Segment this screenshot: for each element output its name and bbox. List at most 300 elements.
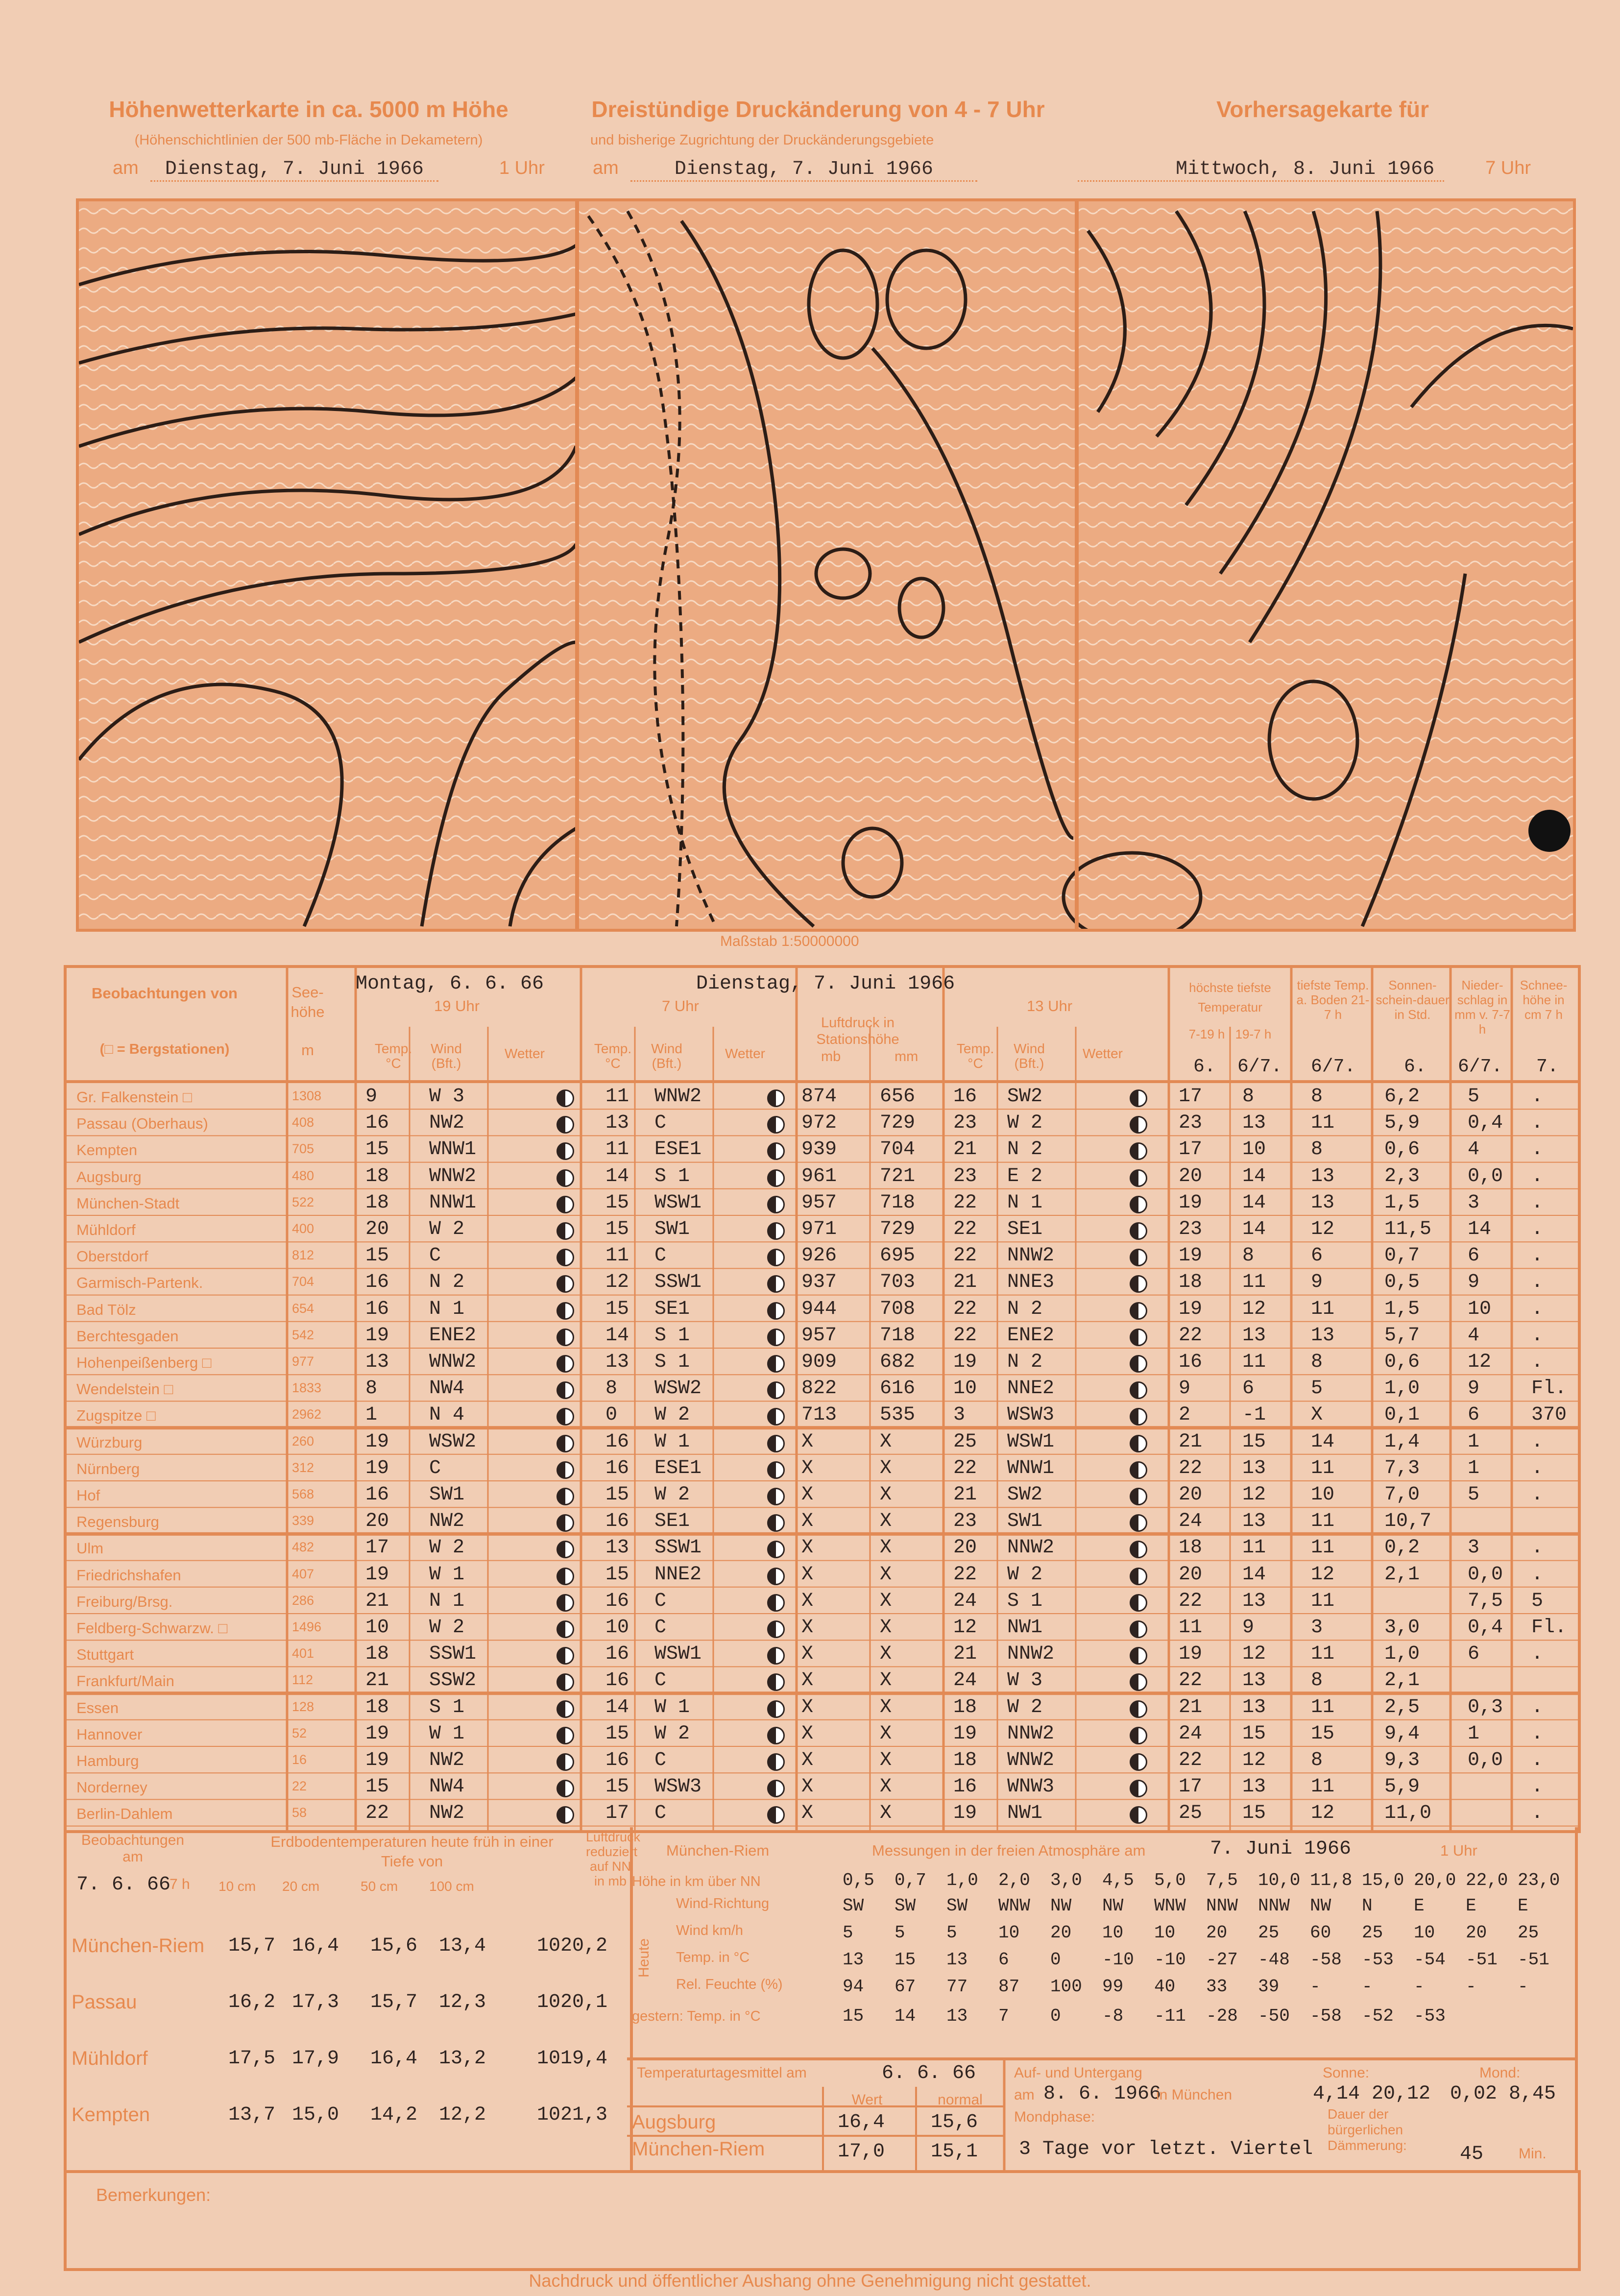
aloft-dir-cell: WNW (1154, 1896, 1186, 1916)
table-cell: SW1 (429, 1484, 465, 1506)
table-cell: 128 (292, 1699, 314, 1714)
table-cell: 18 (365, 1191, 389, 1214)
table-cell: 480 (292, 1168, 314, 1183)
aloft-heights-cell: 0,5 (843, 1870, 874, 1890)
aloft-height-label: Höhe in km über NN (632, 1874, 761, 1889)
table-cell: 18 (1179, 1271, 1203, 1294)
weather-maps (76, 198, 1576, 932)
table-cell: . (1531, 1086, 1544, 1108)
table-cell: W 2 (1007, 1696, 1043, 1718)
table-cell: 9 (1179, 1378, 1191, 1400)
table-cell: 10 (1311, 1484, 1335, 1506)
table-cell: 1,4 (1384, 1430, 1420, 1453)
table-cell: 11 (605, 1245, 629, 1267)
aloft-speed-cell: 20 (1050, 1923, 1072, 1943)
table-cell: 13 (1311, 1324, 1335, 1347)
map2-date-line (593, 158, 977, 180)
map2-subtitle: und bisherige Zugrichtung der Druckänderungsgebiete (590, 132, 934, 148)
column-header: Temp. °C (594, 1041, 632, 1071)
table-cell: 17 (1179, 1776, 1203, 1798)
table-cell: 24 (953, 1669, 977, 1692)
weather-symbol-icon (767, 1435, 785, 1452)
table-cell: 14 (1242, 1218, 1266, 1240)
table-cell: 0,0 (1468, 1749, 1503, 1771)
table-cell: 18 (365, 1696, 389, 1718)
aloft-time: 1 Uhr (1440, 1842, 1477, 1859)
table-cell: 5 (1468, 1086, 1480, 1108)
table-cell: 19 (365, 1457, 389, 1479)
weather-symbol-icon (1130, 1169, 1147, 1187)
aloft-heights-cell: 15,0 (1362, 1870, 1404, 1890)
aloft-speed-cell: 25 (1518, 1923, 1539, 1943)
station-name: Hohenpeißenberg □ (76, 1354, 212, 1371)
table-cell: 0,0 (1468, 1563, 1503, 1586)
table-cell: 14 (605, 1165, 629, 1187)
map1-am: am (113, 158, 139, 178)
aloft-speed-cell: 20 (1466, 1923, 1487, 1943)
remarks-box (64, 2170, 1581, 2271)
table-cell: 21 (365, 1590, 389, 1612)
hdr-tuesday-13: 13 Uhr (1027, 997, 1073, 1015)
aloft-temp-cell: -54 (1414, 1950, 1446, 1970)
table-cell: 542 (292, 1327, 314, 1342)
table-cell: 16 (605, 1510, 629, 1533)
table-cell: . (1531, 1271, 1544, 1294)
table-cell: 21 (1179, 1430, 1203, 1453)
weather-symbol-icon (556, 1461, 574, 1479)
table-cell: 22 (292, 1779, 307, 1794)
table-cell: X (880, 1802, 892, 1825)
aloft-hum-cell: 99 (1102, 1977, 1124, 1997)
table-cell: X (880, 1722, 892, 1745)
aloft-hum-cell: - (1414, 1977, 1425, 1997)
station-name: Mühldorf (76, 1221, 136, 1238)
table-cell: 926 (801, 1245, 837, 1267)
aloft-temp-cell: -58 (1310, 1950, 1342, 1970)
dusk-unit: Min. (1519, 2146, 1547, 2162)
table-cell: 23 (1179, 1112, 1203, 1135)
table-cell: 13 (1311, 1165, 1335, 1187)
table-cell: C (429, 1457, 441, 1479)
aloft-dir-cell: E (1518, 1896, 1528, 1916)
table-cell: 23 (953, 1112, 977, 1135)
table-cell: . (1531, 1563, 1544, 1586)
table-cell: X (880, 1537, 892, 1559)
table-cell: 939 (801, 1138, 837, 1161)
table-cell: 16 (1179, 1351, 1203, 1373)
table-cell: X (801, 1802, 814, 1825)
ground-value: 1021,3 (537, 2104, 608, 2126)
table-cell: 16 (292, 1752, 307, 1767)
table-cell: 3 (1468, 1537, 1480, 1559)
hdr-mm: mm (895, 1049, 919, 1064)
ground-station: Passau (72, 1991, 137, 2013)
station-name: Ulm (76, 1540, 104, 1557)
table-cell: NNE2 (1007, 1378, 1055, 1400)
table-cell: 874 (801, 1086, 837, 1108)
station-name: Wendelstein □ (76, 1380, 173, 1398)
aloft-yest-cell: 7 (998, 2006, 1009, 2026)
table-cell: 9 (1468, 1271, 1480, 1294)
daily-title: Temperaturtagesmittel am (637, 2065, 807, 2081)
table-cell: 20 (365, 1510, 389, 1533)
station-name: Berlin-Dahlem (76, 1805, 173, 1823)
aloft-temp-cell: 0 (1050, 1950, 1061, 1970)
aloft-temp-cell: -51 (1466, 1950, 1498, 1970)
ground-date: 7. 6. 66 (76, 1874, 171, 1896)
table-cell: 11 (1311, 1537, 1335, 1559)
ground-time: 7 h (169, 1876, 190, 1892)
table-cell: N 1 (1007, 1191, 1043, 1214)
weather-symbol-icon (1130, 1514, 1147, 1532)
aloft-hum-cell: 33 (1206, 1977, 1228, 1997)
table-cell: 17 (1179, 1138, 1203, 1161)
sun-times: 4,14 20,12 (1313, 2083, 1431, 2105)
table-cell: W 1 (429, 1722, 465, 1745)
table-cell: 13 (1242, 1457, 1266, 1479)
table-cell: ENE2 (1007, 1324, 1055, 1347)
table-cell: SSW1 (654, 1537, 702, 1559)
aloft-dir-cell: NW (1310, 1896, 1331, 1916)
aloft-temp-cell: -10 (1154, 1950, 1186, 1970)
table-cell: 0,3 (1468, 1696, 1503, 1718)
map2-date: Dienstag, 7. Juni 1966 (630, 158, 977, 182)
table-cell: ESE1 (654, 1138, 702, 1161)
table-cell: 24 (1179, 1722, 1203, 1745)
table-cell: 12 (953, 1617, 977, 1639)
table-cell: 616 (880, 1378, 916, 1400)
moon-phase: 3 Tage vor letzt. Viertel (1019, 2138, 1313, 2160)
weather-symbol-icon (556, 1169, 574, 1187)
map3-date: Mittwoch, 8. Juni 1966 (1078, 158, 1444, 182)
weather-symbol-icon (1130, 1435, 1147, 1452)
table-cell: . (1531, 1722, 1544, 1745)
aloft-hum-cell: 39 (1258, 1977, 1280, 1997)
daily-row-2-wert: 17,0 (838, 2141, 885, 2163)
aloft-yesterday-label: gestern: Temp. in °C (632, 2008, 761, 2024)
observation-table (64, 965, 1581, 1833)
aloft-yest-cell: 13 (946, 2006, 968, 2026)
table-cell: 704 (292, 1274, 314, 1289)
table-cell: 11 (1311, 1643, 1335, 1666)
aloft-dir-cell: NNW (1258, 1896, 1290, 1916)
station-name: Norderney (76, 1779, 147, 1796)
aloft-speed-cell: 60 (1310, 1923, 1331, 1943)
ground-hdr-title: Erdbodentemperaturen heute früh in einer Tiefe von (270, 1833, 554, 1870)
table-cell: 20 (1179, 1563, 1203, 1586)
table-cell: . (1531, 1112, 1544, 1135)
hdr-d4: 6. (1404, 1056, 1427, 1077)
aloft-temp-cell: 15 (895, 1950, 916, 1970)
table-cell: 407 (292, 1566, 314, 1581)
table-cell: 535 (880, 1404, 916, 1426)
table-cell: 16 (605, 1457, 629, 1479)
map1-subtitle: (Höhenschichtlinien der 500 mb-Fläche in Dekametern) (134, 132, 483, 148)
aloft-hum-cell: - (1466, 1977, 1476, 1997)
table-cell: 0,2 (1384, 1537, 1420, 1559)
table-cell: C (654, 1802, 667, 1825)
table-cell: 695 (880, 1245, 916, 1267)
ground-hdr-obs: Beobachtungen am (81, 1832, 185, 1865)
table-cell: 23 (953, 1165, 977, 1187)
aloft-heute: Heute (636, 1938, 653, 1978)
weather-symbol-icon (767, 1169, 785, 1187)
table-cell: 312 (292, 1460, 314, 1475)
aloft-yest-cell: 14 (895, 2006, 916, 2026)
table-cell: X (801, 1457, 814, 1479)
table-cell: 9,4 (1384, 1722, 1420, 1745)
table-cell: 13 (1242, 1669, 1266, 1692)
table-cell: X (1311, 1404, 1323, 1426)
table-cell: WSW3 (654, 1776, 702, 1798)
daily-row-1-normal: 15,6 (931, 2111, 978, 2133)
weather-symbol-icon (556, 1700, 574, 1718)
table-cell: ENE2 (429, 1324, 477, 1347)
table-cell: 11 (1242, 1271, 1266, 1294)
table-cell: SW2 (1007, 1484, 1043, 1506)
weather-symbol-icon (767, 1222, 785, 1240)
moon-label: Mond: (1479, 2065, 1521, 2081)
table-cell: 2 (1179, 1404, 1191, 1426)
table-cell: 11 (1311, 1457, 1335, 1479)
column-header: Temp. °C (956, 1041, 994, 1071)
aloft-yest-cell: 15 (843, 2006, 864, 2026)
ground-depth-header: 10 cm (218, 1879, 256, 1894)
table-cell: WSW2 (429, 1430, 477, 1453)
table-cell: 8 (1311, 1749, 1323, 1771)
table-cell: NW2 (429, 1112, 465, 1135)
table-cell: 15 (365, 1776, 389, 1798)
table-cell: W 2 (654, 1404, 690, 1426)
table-cell: 18 (365, 1165, 389, 1187)
table-cell: 19 (1179, 1191, 1203, 1214)
column-header: Wetter (505, 1046, 545, 1061)
daily-row-1-name: Augsburg (632, 2111, 716, 2133)
table-cell: . (1531, 1749, 1544, 1771)
table-cell: WNW1 (1007, 1457, 1055, 1479)
weather-symbol-icon (767, 1461, 785, 1479)
table-cell: 16 (605, 1590, 629, 1612)
table-cell: 11 (1311, 1696, 1335, 1718)
table-cell: 1 (1468, 1457, 1480, 1479)
table-cell: . (1531, 1324, 1544, 1347)
table-cell: X (880, 1590, 892, 1612)
table-cell: 22 (1179, 1324, 1203, 1347)
table-cell: NNW2 (1007, 1643, 1055, 1666)
table-cell: 12 (1242, 1749, 1266, 1771)
aloft-temp-cell: -48 (1258, 1950, 1290, 1970)
aloft-dir-cell: N (1362, 1896, 1373, 1916)
table-cell: 0 (605, 1404, 618, 1426)
table-cell: 0,7 (1384, 1245, 1420, 1267)
table-cell: 713 (801, 1404, 837, 1426)
aloft-temp-cell: 13 (946, 1950, 968, 1970)
table-cell: WSW2 (654, 1378, 702, 1400)
table-cell: . (1531, 1138, 1544, 1161)
aloft-date: 7. Juni 1966 (1210, 1838, 1352, 1860)
table-cell: 3 (1311, 1617, 1323, 1639)
table-cell: 11,5 (1384, 1218, 1432, 1240)
table-cell: X (801, 1617, 814, 1639)
weather-symbol-icon (556, 1381, 574, 1399)
table-cell: 408 (292, 1115, 314, 1130)
weather-symbol-icon (1130, 1647, 1147, 1665)
table-cell: SE1 (654, 1298, 690, 1320)
table-cell: NNE2 (654, 1563, 702, 1586)
hdr-d3: 6/7. (1311, 1056, 1356, 1077)
weather-symbol-icon (1130, 1355, 1147, 1373)
aloft-table (627, 1827, 1578, 2060)
column-header: Wind (Bft.) (1014, 1041, 1045, 1071)
weather-symbol-icon (767, 1196, 785, 1213)
weather-symbol-icon (767, 1568, 785, 1585)
aloft-speed-cell: 25 (1362, 1923, 1383, 1943)
table-cell: 13 (605, 1537, 629, 1559)
table-cell: 22 (365, 1802, 389, 1825)
table-cell: 703 (880, 1271, 916, 1294)
table-cell: 12 (605, 1271, 629, 1294)
table-cell: 0,0 (1468, 1165, 1503, 1187)
table-cell: NW4 (429, 1776, 465, 1798)
ground-value: 1020,2 (537, 1935, 608, 1957)
table-cell: 957 (801, 1324, 837, 1347)
aloft-dir-cell: E (1414, 1896, 1425, 1916)
station-name: Hannover (76, 1725, 143, 1743)
table-cell: . (1531, 1298, 1544, 1320)
table-cell: 1,0 (1384, 1643, 1420, 1666)
table-cell: 17 (365, 1537, 389, 1559)
table-cell: 13 (1242, 1696, 1266, 1718)
weather-symbol-icon (767, 1488, 785, 1505)
table-cell: 22 (1179, 1457, 1203, 1479)
table-cell: W 2 (429, 1537, 465, 1559)
table-cell: 20 (1179, 1484, 1203, 1506)
remarks-label: Bemerkungen: (96, 2185, 211, 2205)
table-cell: 718 (880, 1324, 916, 1347)
table-cell: X (801, 1430, 814, 1453)
table-cell: 15 (605, 1298, 629, 1320)
table-cell: 11 (1179, 1617, 1203, 1639)
table-cell: 822 (801, 1378, 837, 1400)
table-cell: N 2 (1007, 1298, 1043, 1320)
ground-value: 15,0 (292, 2104, 339, 2126)
table-cell: W 1 (654, 1430, 690, 1453)
daily-date: 6. 6. 66 (882, 2062, 976, 2084)
table-cell: SSW1 (654, 1271, 702, 1294)
aloft-speed-cell: 10 (1102, 1923, 1124, 1943)
moon-phase-label: Mondphase: (1014, 2109, 1095, 2125)
table-cell: 13 (1242, 1112, 1266, 1135)
table-cell: 2,1 (1384, 1563, 1420, 1586)
table-cell: 8 (1242, 1245, 1255, 1267)
aloft-hum-cell: 40 (1154, 1977, 1176, 1997)
ground-value: 12,3 (439, 1991, 486, 2013)
table-cell: 909 (801, 1351, 837, 1373)
weather-symbol-icon (767, 1727, 785, 1744)
aloft-speed-cell: 10 (1154, 1923, 1176, 1943)
hdr-sunshine: Sonnen-schein-dauer in Std. (1376, 978, 1450, 1022)
table-cell: . (1531, 1776, 1544, 1798)
table-cell: 11 (1242, 1351, 1266, 1373)
table-cell: NW2 (429, 1802, 465, 1825)
table-cell: 15 (605, 1563, 629, 1586)
aloft-yest-cell: -8 (1102, 2006, 1124, 2026)
table-cell: WNW2 (1007, 1749, 1055, 1771)
weather-symbol-icon (767, 1089, 785, 1107)
weather-symbol-icon (1130, 1568, 1147, 1585)
weather-symbol-icon (1130, 1461, 1147, 1479)
table-cell: 400 (292, 1221, 314, 1236)
table-cell: 10 (953, 1378, 977, 1400)
table-cell: W 2 (429, 1218, 465, 1240)
table-cell: WNW3 (1007, 1776, 1055, 1798)
hdr-monday-time: 19 Uhr (434, 997, 480, 1015)
table-cell: 718 (880, 1191, 916, 1214)
table-cell: 11 (1311, 1298, 1335, 1320)
table-cell: 15 (605, 1484, 629, 1506)
table-cell: . (1531, 1484, 1544, 1506)
table-cell: N 2 (429, 1271, 465, 1294)
table-cell: Fl. (1531, 1378, 1567, 1400)
table-cell: 482 (292, 1540, 314, 1555)
weather-symbol-icon (556, 1568, 574, 1585)
ground-value: 14,2 (370, 2104, 418, 2126)
table-cell: 10 (605, 1617, 629, 1639)
table-cell: 9,3 (1384, 1749, 1420, 1771)
table-cell: 5,9 (1384, 1776, 1420, 1798)
station-name: Stuttgart (76, 1646, 134, 1664)
table-cell: 339 (292, 1513, 314, 1528)
aloft-dir-cell: SW (843, 1896, 864, 1916)
table-cell: 729 (880, 1112, 916, 1135)
ground-temp-table (64, 1827, 641, 2173)
table-cell: 11,0 (1384, 1802, 1432, 1825)
table-cell: 19 (1179, 1643, 1203, 1666)
table-cell: . (1531, 1218, 1544, 1240)
table-cell: 19 (365, 1749, 389, 1771)
table-cell: 21 (953, 1484, 977, 1506)
hdr-maxmin-sub: 7-19 h | 19-7 h (1188, 1027, 1272, 1041)
table-cell: 16 (605, 1643, 629, 1666)
weather-symbol-icon (1130, 1594, 1147, 1612)
table-cell: 13 (605, 1351, 629, 1373)
table-cell: -1 (1242, 1404, 1266, 1426)
table-cell: SSW1 (429, 1643, 477, 1666)
map3-time: 7 Uhr (1485, 158, 1531, 178)
aloft-hum-cell: - (1518, 1977, 1528, 1997)
table-cell: 16 (365, 1298, 389, 1320)
table-cell: 15 (365, 1138, 389, 1161)
table-cell: 370 (1531, 1404, 1567, 1426)
weather-symbol-icon (556, 1249, 574, 1266)
table-cell: 21 (953, 1643, 977, 1666)
table-cell: 1,5 (1384, 1191, 1420, 1214)
table-cell: 1 (1468, 1722, 1480, 1745)
ground-value: 17,9 (292, 2048, 339, 2070)
weather-symbol-icon (556, 1116, 574, 1134)
ground-value: 16,4 (292, 1935, 339, 1957)
ground-hdr-pressure: Luftdruck reduziert auf NN in mb (586, 1830, 641, 1888)
aloft-speed-cell: 5 (895, 1923, 905, 1943)
table-cell: 5 (1311, 1378, 1323, 1400)
aloft-yest-cell: -50 (1258, 2006, 1290, 2026)
aloft-temp-cell: -27 (1206, 1950, 1238, 1970)
weather-symbol-icon (767, 1514, 785, 1532)
station-name: Gr. Falkenstein □ (76, 1088, 192, 1106)
table-cell: X (880, 1617, 892, 1639)
table-cell: 6 (1468, 1245, 1480, 1267)
table-cell: X (801, 1590, 814, 1612)
